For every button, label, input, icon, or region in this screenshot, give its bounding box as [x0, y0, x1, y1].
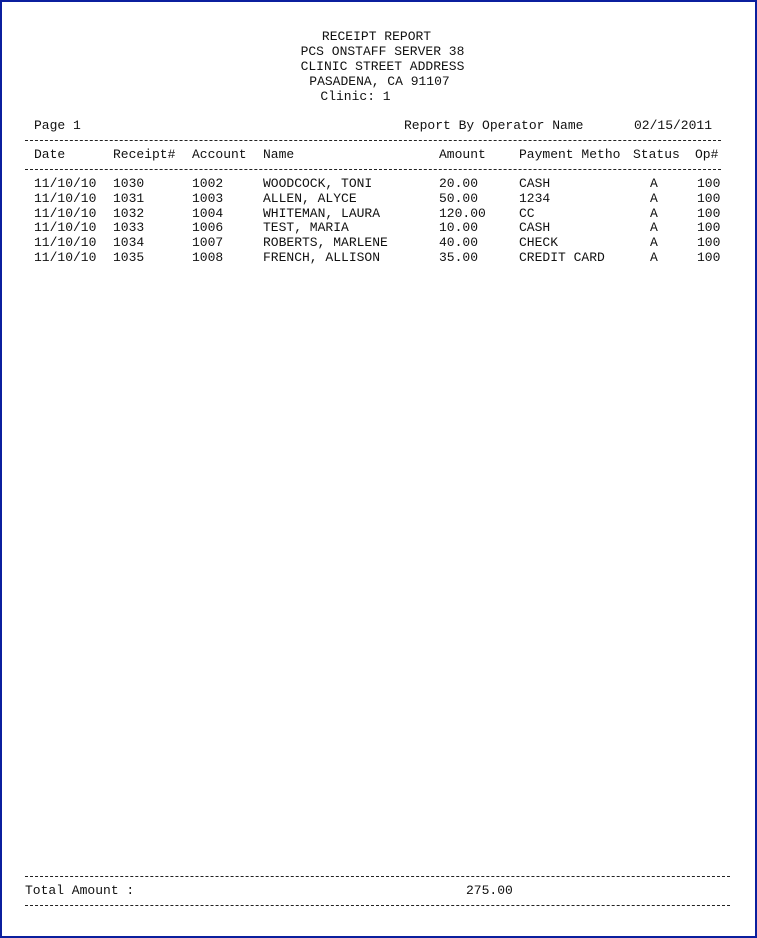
cell-op: 100: [697, 190, 721, 206]
total-label: Total Amount :: [25, 883, 135, 898]
col-payment: Payment Metho: [519, 147, 621, 162]
report-date: 02/15/2011: [634, 118, 713, 133]
col-status: Status: [633, 147, 680, 162]
cell-op: 100: [697, 250, 721, 265]
col-receipt: Receipt#: [113, 147, 176, 162]
cell-account: 1007: [192, 235, 224, 251]
cell-date: 11/10/10: [34, 250, 97, 265]
cell-payment: CC: [519, 205, 535, 221]
cell-date: 11/10/10: [34, 220, 97, 236]
cell-status: A: [650, 235, 658, 251]
cell-payment: CASH: [519, 220, 551, 236]
rule-top: [25, 140, 721, 141]
cell-op: 100: [697, 176, 721, 191]
report-title: RECEIPT REPORT: [321, 29, 432, 44]
cell-amount: 10.00: [439, 220, 479, 236]
cell-op: 100: [697, 205, 721, 221]
cell-name: ALLEN, ALYCE: [263, 190, 357, 206]
rule-header: [25, 169, 721, 170]
cell-date: 11/10/10: [34, 205, 97, 221]
cell-name: ROBERTS, MARLENE: [263, 235, 388, 251]
total-amount: 275.00: [466, 883, 513, 898]
cell-account: 1002: [192, 176, 224, 191]
clinic-address: CLINIC STREET ADDRESS: [300, 59, 465, 74]
cell-date: 11/10/10: [34, 176, 97, 191]
cell-receipt: 1032: [113, 205, 145, 221]
cell-receipt: 1030: [113, 176, 145, 191]
page-number: Page 1: [34, 118, 81, 133]
cell-payment: CREDIT CARD: [519, 250, 605, 265]
report-by: Report By Operator Name: [404, 118, 584, 133]
cell-receipt: 1034: [113, 235, 145, 251]
cell-receipt: 1033: [113, 220, 145, 236]
col-amount: Amount: [439, 147, 486, 162]
cell-status: A: [650, 190, 658, 206]
cell-op: 100: [697, 220, 721, 236]
cell-name: WOODCOCK, TONI: [263, 176, 373, 191]
cell-receipt: 1035: [113, 250, 145, 265]
col-op: Op#: [695, 147, 719, 162]
cell-status: A: [650, 220, 658, 236]
cell-status: A: [650, 176, 658, 191]
cell-receipt: 1031: [113, 190, 145, 206]
cell-date: 11/10/10: [34, 235, 97, 251]
cell-account: 1006: [192, 220, 224, 236]
cell-op: 100: [697, 235, 721, 251]
cell-amount: 40.00: [439, 235, 479, 251]
cell-account: 1004: [192, 205, 224, 221]
cell-account: 1008: [192, 250, 224, 265]
rule-footer-bottom: [25, 905, 730, 906]
cell-account: 1003: [192, 190, 224, 206]
cell-amount: 20.00: [439, 176, 479, 191]
cell-name: WHITEMAN, LAURA: [263, 205, 381, 221]
server-name: PCS ONSTAFF SERVER 38: [300, 44, 465, 59]
cell-status: A: [650, 205, 658, 221]
cell-name: TEST, MARIA: [263, 220, 349, 236]
cell-name: FRENCH, ALLISON: [263, 250, 381, 265]
cell-status: A: [650, 250, 658, 265]
col-date: Date: [34, 147, 66, 162]
col-name: Name: [263, 147, 295, 162]
clinic-number: Clinic: 1: [320, 89, 391, 104]
cell-payment: 1234: [519, 190, 551, 206]
clinic-city: PASADENA, CA 91107: [309, 74, 450, 89]
cell-amount: 120.00: [439, 205, 486, 221]
cell-date: 11/10/10: [34, 190, 97, 206]
col-account: Account: [192, 147, 247, 162]
cell-amount: 35.00: [439, 250, 479, 265]
rule-footer-top: [25, 876, 730, 877]
cell-amount: 50.00: [439, 190, 479, 206]
cell-payment: CASH: [519, 176, 551, 191]
cell-payment: CHECK: [519, 235, 559, 251]
